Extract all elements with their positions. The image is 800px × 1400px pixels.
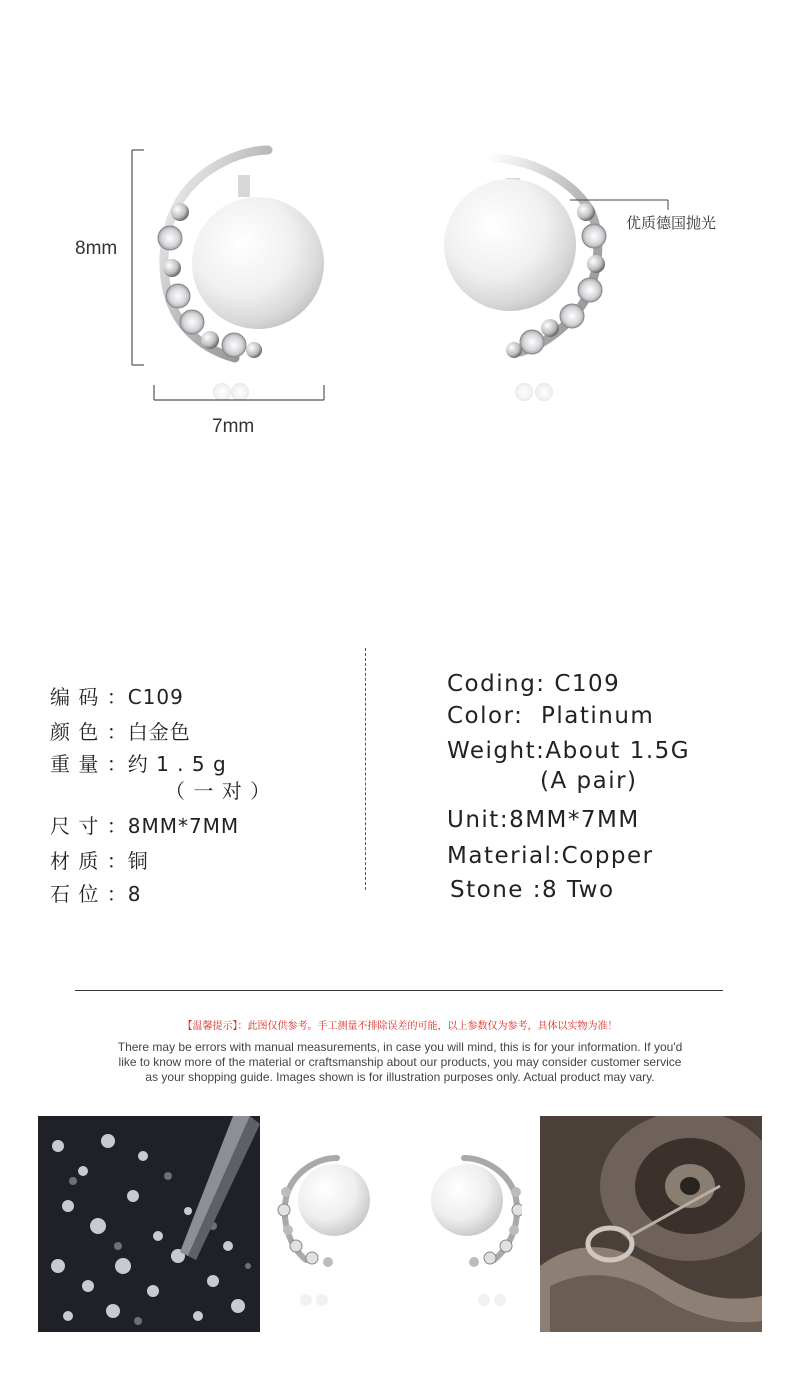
warning-notice: 【温馨提示】：此图仅供参考。手工测量不排除误差的可能，以上参数仅为参考，具体以实物为准！ — [182, 1021, 618, 1032]
spec-cn-row: （ 一 对 ） — [165, 779, 272, 803]
diamonds-tweezers-photo — [38, 1116, 260, 1332]
spec-cn-row: 石 位 ：8 — [50, 882, 142, 906]
height-dimension — [132, 150, 144, 365]
spec-en-material: Material:Copper — [447, 843, 654, 869]
earring-pair-photo — [272, 1140, 522, 1340]
craftsman-polishing-photo — [540, 1116, 762, 1332]
spec-en-color: Color: Platinum — [447, 703, 655, 729]
spec-en-stone: Stone :8 Two — [450, 877, 615, 903]
earring-front-view — [158, 150, 324, 401]
section-divider — [75, 990, 723, 991]
spec-cn-row: 重 量 ：约 1 . 5 g — [50, 752, 227, 776]
spec-cn-row: 编 码 ：C109 — [50, 685, 184, 709]
spec-en-coding: Coding: C109 — [447, 671, 621, 697]
spec-en-unit: Unit:8MM*7MM — [447, 807, 640, 833]
earring-side-view — [444, 158, 606, 401]
spec-en-pair: (A pair) — [540, 768, 638, 794]
spec-cn-row: 尺 寸 ：8MM*7MM — [50, 814, 240, 838]
width-label: 7mm — [212, 416, 255, 437]
polish-label: 优质德国抛光 — [626, 214, 717, 232]
spec-cn-row: 颜 色 ：白金色 — [50, 720, 191, 744]
height-label: 8mm — [75, 238, 118, 259]
spec-en-weight: Weight:About 1.5G — [447, 738, 691, 764]
spec-cn-row: 材 质 ：铜 — [50, 849, 149, 873]
disclaimer-line: like to know more of the material or craftsmanship about our products, you may consider customer service — [118, 1055, 682, 1069]
disclaimer-line: There may be errors with manual measurements, in case you will mind, this is for your information. If you'd — [117, 1040, 683, 1054]
disclaimer-line: as your shopping guide. Images shown is for illustration purposes only. Actual product may vary. — [145, 1070, 655, 1084]
spec-divider — [365, 648, 366, 890]
